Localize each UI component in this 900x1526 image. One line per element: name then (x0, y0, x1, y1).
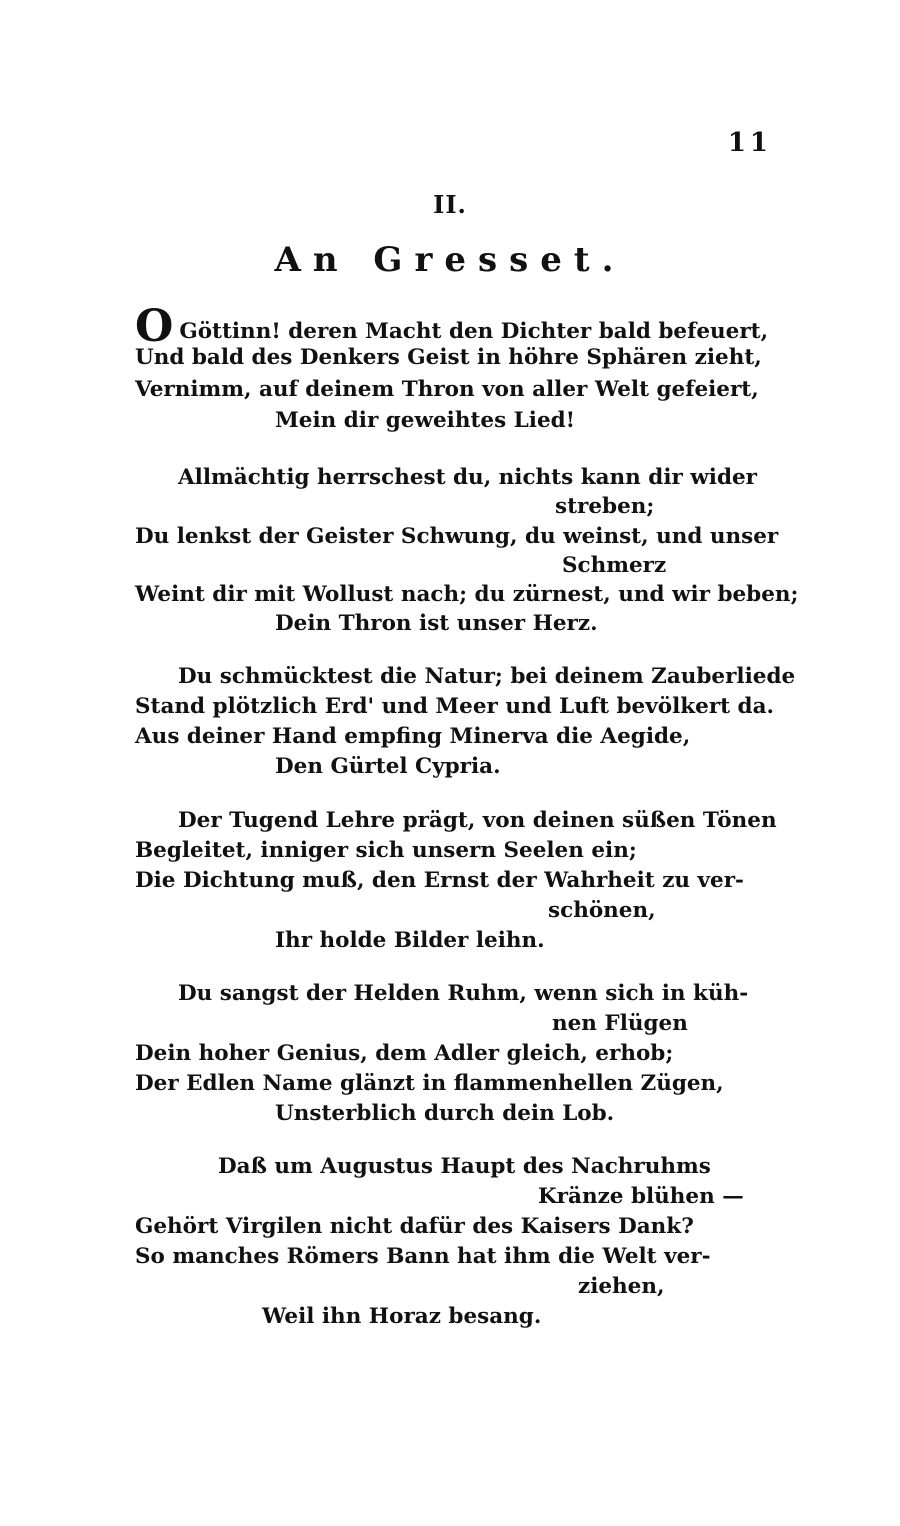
verse-line: Du schmücktest die Natur; bei deinem Zauberliede (178, 664, 796, 689)
verse-line: Ihr holde Bilder leihn. (275, 928, 545, 953)
verse-line: Allmächtig herrschest du, nichts kann dir wider (178, 465, 758, 490)
verse-line: Schmerz (562, 553, 667, 578)
verse-line: Daß um Augustus Haupt des Nachruhms (218, 1154, 711, 1179)
verse-line: Aus deiner Hand empfing Minerva die Aegide, (135, 724, 691, 749)
verse-line: Begleitet, inniger sich unsern Seelen ein; (135, 838, 637, 863)
verse-line: Du sangst der Helden Ruhm, wenn sich in küh- (178, 981, 749, 1006)
page-number: 11 (727, 128, 772, 158)
verse-line (135, 301, 769, 352)
verse-line: ziehen, (578, 1274, 665, 1299)
verse-line: Mein dir geweihtes Lied! (275, 408, 576, 433)
verse-line: streben; (555, 494, 655, 519)
section-number: II. (433, 190, 467, 219)
verse-line: Die Dichtung muß, den Ernst der Wahrheit zu ver- (135, 868, 744, 893)
verse-line: Kränze blühen — (538, 1184, 744, 1209)
verse-line: Der Edlen Name glänzt in flammenhellen Zügen, (135, 1071, 724, 1096)
verse-line: Dein Thron ist unser Herz. (275, 611, 598, 636)
verse-line: Weil ihn Horaz besang. (262, 1304, 542, 1329)
verse-line-text: Göttinn! deren Macht den Dichter bald befeuert, (179, 319, 769, 344)
verse-line: Vernimm, auf deinem Thron von aller Welt gefeiert, (135, 377, 759, 402)
verse-line: Unsterblich durch dein Lob. (275, 1101, 615, 1126)
verse-line: So manches Römers Bann hat ihm die Welt ver- (135, 1244, 711, 1269)
verse-line: Du lenkst der Geister Schwung, du weinst, und unser (135, 524, 779, 549)
verse-line: Gehört Virgilen nicht dafür des Kaisers Dank? (135, 1214, 694, 1239)
drop-cap: O (135, 301, 174, 352)
verse-line: Weint dir mit Wollust nach; du zürnest, und wir beben; (135, 582, 799, 607)
verse-line: schönen, (548, 898, 656, 923)
verse-line: Und bald des Denkers Geist in höhre Sphären zieht, (135, 345, 762, 370)
poem-title: An Gresset. (274, 240, 626, 280)
verse-line: nen Flügen (552, 1011, 688, 1036)
verse-line: Dein hoher Genius, dem Adler gleich, erhob; (135, 1041, 674, 1066)
verse-line: Der Tugend Lehre prägt, von deinen süßen Tönen (178, 808, 777, 833)
verse-line: Stand plötzlich Erd' und Meer und Luft bevölkert da. (135, 694, 775, 719)
verse-line: Den Gürtel Cypria. (275, 754, 501, 779)
